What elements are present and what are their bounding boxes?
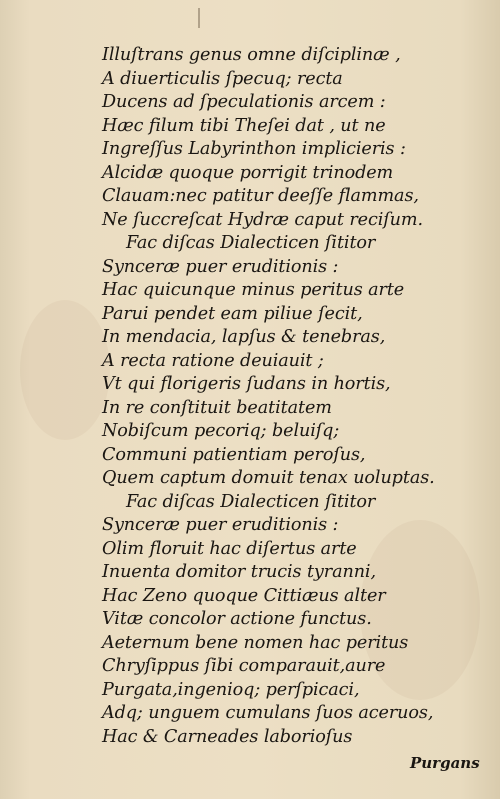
verse-line: Quem captum domuit tenax uoluptas.	[102, 468, 435, 488]
verse-line: Ingreſſus Labyrinthon implicieris :	[102, 139, 406, 159]
refrain-line: Fac diſcas Dialecticen ſititor	[126, 233, 376, 253]
verse-line: Aeternum bene nomen hac peritus	[102, 632, 409, 653]
verse-line: Illuſtrans genus omne diſciplinæ ,	[102, 45, 401, 65]
verse-line: Clauam:nec patitur deeſſe flammas,	[102, 186, 419, 206]
verse-line: Hac Zeno quoque Cittiæus alter	[102, 585, 386, 606]
verse-line: Adq; unguem cumulans ſuos aceruos,	[102, 703, 434, 723]
verse-line: Vt qui florigeris ſudans in hortis,	[102, 374, 391, 394]
verse-line: Chryſippus ſibi comparauit,aure	[102, 656, 386, 676]
verse-line: A recta ratione deuiauit ;	[102, 350, 324, 371]
verse-line: Inuenta domitor trucis tyranni,	[102, 562, 376, 582]
verse-line: A diuerticulis ſpecuq; recta	[102, 68, 343, 89]
verse-line: Hæc filum tibi Theſei dat , ut ne	[102, 115, 386, 136]
verse-line: Hac & Carneades laborioſus	[102, 726, 353, 747]
verse-line: Purgata,ingenioq; perſpicaci,	[102, 679, 360, 700]
gutter-mark	[198, 8, 200, 28]
verse-line: Vitæ concolor actione functus.	[102, 609, 372, 629]
verse-line: Hac quicunque minus peritus arte	[102, 280, 405, 300]
verse-line: Ducens ad ſpeculationis arcem :	[102, 92, 386, 112]
verse-line: In mendacia, lapſus & tenebras,	[102, 327, 386, 347]
verse-line: Synceræ puer eruditionis :	[102, 256, 339, 277]
verse-line: Nobiſcum pecoriq; beluiſq;	[102, 421, 340, 441]
verse-line: In re conſtituit beatitatem	[102, 397, 332, 418]
paper-stain	[20, 300, 110, 440]
verse-line: Ne ſuccreſcat Hydræ caput reciſum.	[102, 209, 423, 230]
catchword: Purgans	[410, 754, 480, 772]
refrain-line: Fac diſcas Dialecticen ſititor	[126, 491, 376, 512]
verse-line: Synceræ puer eruditionis :	[102, 515, 339, 535]
verse-line: Parui pendet eam piliue ſecit,	[102, 303, 363, 324]
verse-line: Olim floruit hac diſertus arte	[102, 538, 357, 559]
verse-line: Alcidæ quoque porrigit trinodem	[102, 162, 394, 183]
verse-line: Communi patientiam peroſus,	[102, 444, 366, 465]
verse-text	[102, 44, 435, 749]
